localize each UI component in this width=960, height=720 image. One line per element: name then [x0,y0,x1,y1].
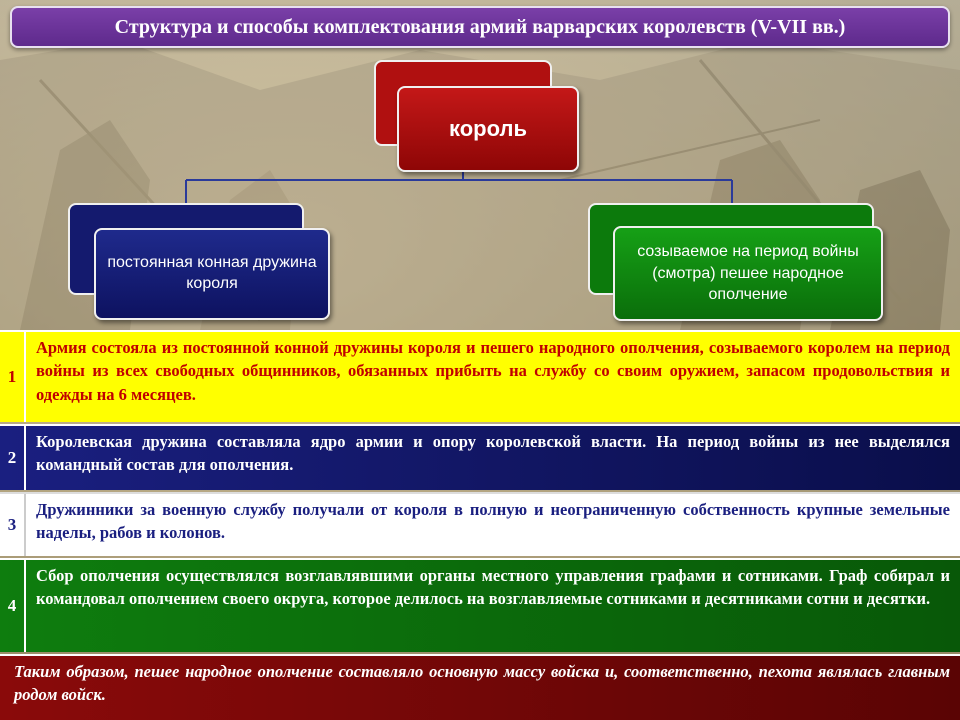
point-text: Королевская дружина составляла ядро армии и опору королевской власти. На период войны из нее выделялся командный состав для ополчения. [36,432,950,475]
slide-title: Структура и способы комплектования армий варварских королевств (V-VII вв.) [10,6,950,48]
point-row-4 [0,558,960,652]
point-text: Дружинники за военную службу получали от короля в полную и неограниченную собственность крупные земельные наделы, рабов и колонов. [36,500,950,543]
root-node-king [397,86,579,172]
point-number: 4 [0,560,26,652]
point-row-1 [0,330,960,422]
left-node-cavalry [94,228,330,320]
point-text: Армия состояла из постоянной конной дружины короля и пешего народного ополчения, созываемого королем на период войны из всех свободных общинников, обязанных прибыть на службу со своим оружием, запасом продовольствия и одежды на 6 месяцев. [36,338,950,404]
point-number: 1 [0,332,26,422]
left-node-label: постоянная конная дружина короля [107,254,317,292]
point-text: Сбор ополчения осуществлялся возглавлявшими органы местного управления графами и сотниками. Граф собирал и командовал ополчением своего округа, которое делилось на возглавляемые сотниками и десятниками сотни и десятки. [36,566,950,609]
root-node-label: король [449,116,527,141]
right-node-label: созываемое на период войны (смотра) пешее народное ополчение [637,243,859,304]
point-row-3 [0,492,960,556]
conclusion-text: Таким образом, пешее народное ополчение составляло основную массу войска и, соответственно, пехота являлась главным родом войск. [14,662,950,705]
point-row-2 [0,424,960,490]
conclusion-row [0,654,960,720]
right-node-militia [613,226,883,321]
point-number: 2 [0,426,26,490]
point-number: 3 [0,494,26,556]
